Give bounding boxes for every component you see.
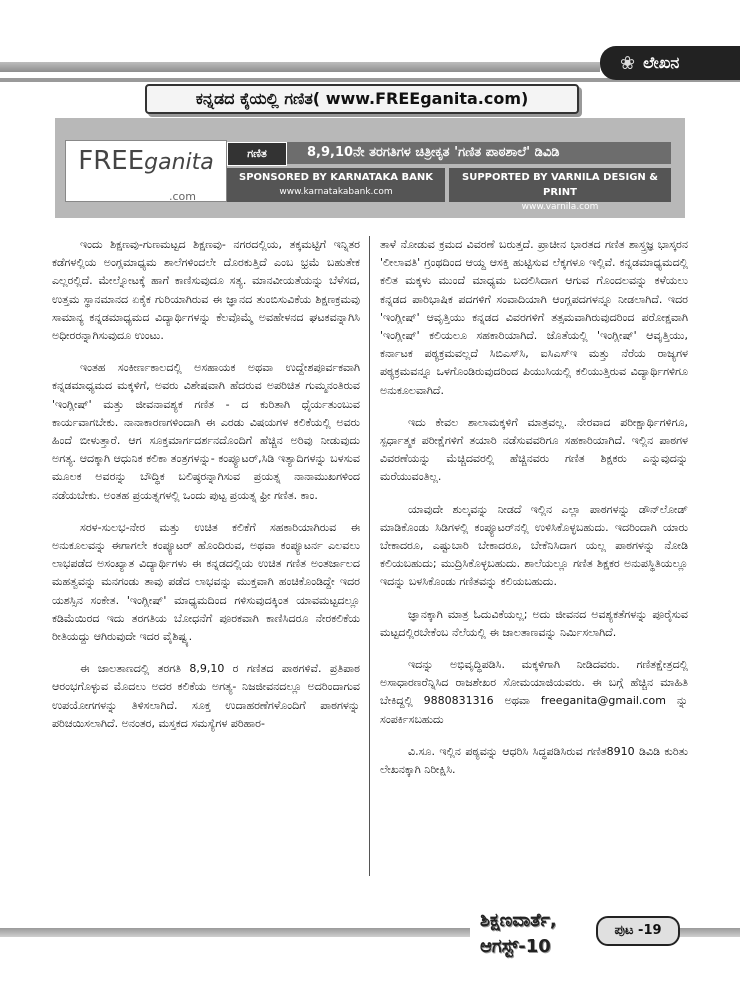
banner-heading: 8,9,10ನೇ ತರಗತಿಗಳ ಚಿತ್ರೀಕೃತ 'ಗಣಿತ ಪಾಠಶಾಲೆ' ಡಿವಿಡಿ bbox=[287, 142, 671, 164]
page-number: ಪುಟ -19 bbox=[596, 916, 680, 946]
paragraph: ಯಾವುದೇ ಶುಲ್ಕವನ್ನು ನೀಡದೆ ಇಲ್ಲಿನ ಎಲ್ಲಾ ಪಾಠಗಳನ್ನು ಡೌನ್‌ಲೋಡ್ ಮಾಡಿಕೊಂಡು ಸಿಡಿಗಳಲ್ಲಿ ಕಂಪ್ಯೂಟರ್‌ನಲ್ಲಿ ಉಳಿಸಿಕೊಳ್ಳಬಹುದು. ಇದರಿಂದಾಗಿ ಯಾರು ಬೇಕಾದರೂ, ಎಷ್ಟುಬಾರಿ ಬೇಕಾದರೂ, ಬೇಕೆನಿಸಿದಾಗ ಯಲ್ಲ ಪಾಠಗಳನ್ನು ನೋಡಿ ಕಲಿಯಬಹುದು; ಮುದ್ರಿಸಿಕೊಳ್ಳಬಹುದು. ಶಾಲೆಯಲ್ಲೂ ಗಣಿತ ಶಿಕ್ಷಕರ ಅನುಪಸ್ಥಿತಿಯಲ್ಲೂ ಇದನ್ನು ಬಳಸಿಕೊಂಡು ಗಣಿತವನ್ನು ಕಲಿಯಬಹುದು. bbox=[380, 502, 688, 589]
sponsor-url: www.karnatakabank.com bbox=[279, 187, 393, 197]
column-divider bbox=[369, 236, 370, 876]
paragraph: ಇದನ್ನು ಅಭಿವೃದ್ಧಿಪಡಿಸಿ. ಮಕ್ಕಳಿಗಾಗಿ ನೀಡಿದವರು. ಗಣಿತಕ್ಷೇತ್ರದಲ್ಲಿ ಅಸಾಧಾರಣರೆನ್ನಿಸಿದ ರಾಜಶೇಖರ ಸೋಮಯಾಜಿಯವರು. ಈ ಬಗ್ಗೆ ಹೆಚ್ಚಿನ ಮಾಹಿತಿ ಬೇಕಿದ್ದಲ್ಲಿ 9880831316 ಅಥವಾ freeganita@gmail.com ನ್ನು ಸಂಪರ್ಕಿಸಬಹುದು bbox=[380, 658, 688, 726]
paragraph: ಇದು ಕೇವಲ ಶಾಲಾಮಕ್ಕಳಿಗೆ ಮಾತ್ರವಲ್ಲ. ನೇರವಾದ ಪರೀಕ್ಷಾರ್ಥಿಗಳಿಗೂ, ಸ್ಪರ್ಧಾತ್ಮಕ ಪರೀಕ್ಷೆಗಳಿಗೆ ತಯಾರಿ ನಡೆಸುವವರಿಗೂ ಸಹಕಾರಿಯಾಗಿದೆ. ಇಲ್ಲಿನ ಪಾಠಗಳ ವಿವರಣೆಯನ್ನು ಮೆಚ್ಚಿದವರಲ್ಲಿ ಹೆಚ್ಚಿನವರು ಗಣಿತ ಶಿಕ್ಷಕರು ಎನ್ನುವುದನ್ನು ಮರೆಯುವಂತಿಲ್ಲ. bbox=[380, 415, 688, 484]
article-title: ಕನ್ನಡದ ಕೈಯಲ್ಲಿ ಗಣಿತ( www.FREEganita.com) bbox=[145, 84, 579, 114]
support-url: www.varnila.com bbox=[521, 202, 599, 212]
paragraph: ಇಂದು ಶಿಕ್ಷಣವು-ಗುಣಮಟ್ಟದ ಶಿಕ್ಷಣವು- ನಗರದಲ್ಲಿಯ, ತಕ್ಕಮಟ್ಟಿಗೆ ಇನ್ನಿತರ ಕಡೆಗಳಲ್ಲಿಯ ಅಂಗ್ಲಮಾಧ್ಯಮ ಶಾಲೆಗಳಿಂದಲೇ ದೊರಕುತ್ತಿದೆ ಎಂಬ ಭ್ರಮೆ ಬಹುತೇಕ ಎಲ್ಲರಲ್ಲಿದೆ. ಮೇಲ್ನೋಟಕ್ಕೆ ಹಾಗೆ ಕಾಣಿಸುವುದೂ ಸತ್ಯ. ಮಾನವೀಯತೆಯನ್ನು ಬೆಳೆಸದ, ಉತ್ತಮ ಸ್ಥಾನಮಾನದ ಏಕೈಕ ಗುರಿಯಾಗಿರುವ ಈ ಜ್ಞಾನದ ತುಂಬಿಸುವಿಕೆಯ ಶಿಕ್ಷಣಕ್ರಮವು ಸಾಮಾನ್ಯ ಕನ್ನಡಮಾಧ್ಯಮದ ವಿದ್ಯಾರ್ಥಿಗಳನ್ನು ಕೆಲವೊಮ್ಮೆ ಅವಹೇಳನದ ಘಟಕವನ್ನಾಗಿಸಿ ಅಧೀರರನ್ನಾಗಿಸುವುದೂ ಉಂಟು. bbox=[52, 238, 360, 343]
ganita-badge: ಗಣಿತ bbox=[227, 142, 287, 166]
bottom-decor-band bbox=[0, 928, 470, 937]
logo-ganita: ganita bbox=[144, 150, 214, 175]
magazine-name: ಶಿಕ್ಷಣವಾರ್ತೆ, bbox=[480, 910, 557, 931]
right-column bbox=[380, 236, 688, 793]
support-text: SUPPORTED BY VARNILA DESIGN & PRINT bbox=[462, 172, 658, 198]
logo-free: FREE bbox=[78, 146, 145, 176]
paragraph: ವಿ.ಸೂ. ಇಲ್ಲಿನ ಪಠ್ಯವನ್ನು ಆಧರಿಸಿ ಸಿದ್ಧಪಡಿಸಿರುವ ಗಣಿತ8910 ಡಿವಿಡಿ ಕುರಿತು ಲೇಖನಕ್ಕಾಗಿ ನಿರೀಕ್ಷಿಸಿ. bbox=[380, 744, 688, 777]
top-decor-band bbox=[0, 62, 600, 72]
paragraph: ಈ ಜಾಲತಾಣದಲ್ಲಿ ತರಗತಿ 8,9,10 ರ ಗಣಿತದ ಪಾಠಗಳಿವೆ. ಪ್ರತಿಪಾಠ ಆರಂಭಗೊಳ್ಳುವ ಮೊದಲು ಅದರ ಕಲಿಕೆಯ ಅಗತ್ಯ- ನಿಜಜೀವನದಲ್ಲೂ ಅದರಿಂದಾಗುವ ಉಪಯೋಗಗಳನ್ನು ತಿಳಿಸಲಾಗಿದೆ. ಸೂಕ್ತ ಉದಾಹರಣೆಗಳೊಂದಿಗೆ ಪಾಠಗಳನ್ನು ಪರಿಚಯಿಸಲಾಗಿದೆ. ಅನಂತರ, ಮಸ್ತಕದ ಸಮಸ್ಯೆಗಳ ಪರಿಹಾರ- bbox=[52, 662, 360, 730]
flower-icon: ❀ bbox=[620, 52, 636, 74]
paragraph: ಇಂತಹ ಸಂಕೀರ್ಣಕಾಲದಲ್ಲಿ ಅಸಹಾಯಕ ಅಥವಾ ಉದ್ದೇಶಪೂರ್ವಕವಾಗಿ ಕನ್ನಡಮಾಧ್ಯಮದ ಮಕ್ಕಳಿಗೆ, ಅವರು ವಿಶೇಷವಾಗಿ ಹೆದರುವ ಅಪರಿಚಿತ ಗುಮ್ಮನಂತಿರುವ 'ಇಂಗ್ಲೀಷ್' ಮತ್ತು ಜೀವನಾವಶ್ಯಕ ಗಣಿತ - ದ ಕುರಿತಾಗಿ ಧೈರ್ಯತುಂಬುವ ಕಾರ್ಯವಾಗಬೇಕು. ನಾನಾಕಾರಣಗಳಿಂದಾಗಿ ಈ ಎರಡು ವಿಷಯಗಳ ಕಲಿಕೆಯಲ್ಲಿ ಅವರು ಹಿಂದೆ ಬೀಳುತ್ತಾರೆ. ಆಗ ಸೂಕ್ತಮಾರ್ಗದರ್ಶನದೊಂದಿಗೆ ಹೆಚ್ಚಿನ ಅರಿವು ನೀಡುವುದು ಅಗತ್ಯ. ಆದಕ್ಕಾಗಿ ಆಧುನಿಕ ಕಲಿಕಾ ತಂತ್ರಗಳನ್ನು- ಕಂಪ್ಯೂಟರ್,ಸಿಡಿ ಇತ್ಯಾದಿಗಳನ್ನು ಬಳಸುವ ಮೂಲಕ ಅವರನ್ನು ಬೌದ್ಧಿಕ ಬಲಿಷ್ಠರನ್ನಾಗಿಸುವ ಪ್ರಯತ್ನ ನಾನಾಮುಖಗಳಿಂದ ನಡೆಯಬೇಕು. ಅಂತಹ ಪ್ರಯತ್ನಗಳಲ್ಲಿ ಒಂದು ಪುಟ್ಟ ಪ್ರಯತ್ನ ಫ್ರೀ ಗಣಿತ. ಕಾಂ. bbox=[52, 361, 360, 502]
section-tag bbox=[600, 46, 740, 80]
paragraph: ತಾಳೆ ನೋಡುವ ಕ್ರಮದ ವಿವರಣೆ ಬರುತ್ತದೆ. ಪ್ರಾಚೀನ ಭಾರತದ ಗಣಿತ ಶಾಸ್ತ್ರಜ್ಞ ಭಾಸ್ಕರನ 'ಲೀಲಾವತಿ' ಗ್ರಂಥದಿಂದ ಆಯ್ದ ಆಸಕ್ತಿ ಹುಟ್ಟಿಸುವ ಲೆಕ್ಕಗಳೂ ಇಲ್ಲಿವೆ. ಕನ್ನಡಮಾಧ್ಯಮದಲ್ಲಿ ಕಲಿತ ಮಕ್ಕಳು ಮುಂದೆ ಮಾಧ್ಯಮ ಬದಲಿಸಿದಾಗ ಆಗುವ ಗೊಂದಲವನ್ನು ಕಳೆಯಲು ಕನ್ನಡದ ಪಾರಿಭಾಷಿಕ ಪದಗಳಿಗೆ ಸಂವಾದಿಯಾಗಿ ಆಂಗ್ಲಪದಗಳನ್ನೂ ನೀಡಲಾಗಿದೆ. ಇದರ 'ಇಂಗ್ಲೀಷ್' ಆವೃತ್ತಿಯು ಕನ್ನಡದ ವಿವರಗಳಿಗೆ ತತ್ಸಮವಾಗಿರುವುದರಿಂದ ಪರೋಕ್ಷವಾಗಿ 'ಇಂಗ್ಲೀಷ್' ಕಲಿಯಲೂ ಸಹಕಾರಿಯಾಗಿದೆ. ಜೊತೆಯಲ್ಲಿ 'ಇಂಗ್ಲೀಷ್' ಆವೃತ್ತಿಯು, ಕರ್ನಾಟಕ ಪಠ್ಯಕ್ರಮವಲ್ಲದೆ ಸಿಬಿಎಸ್‌ಸಿ, ಐಸಿಎಸ್‌ಇ ಮತ್ತು ನೆರೆಯ ರಾಜ್ಯಗಳ ಪಠ್ಯಕ್ರಮವನ್ನೂ ಒಳಗೊಂಡಿರುವುದರಿಂದ ಪಿಯುಸಿಯಲ್ಲಿ ಕಲಿಯುತ್ತಿರುವ ವಿದ್ಯಾರ್ಥಿಗಳಿಗೂ ಅನುಕೂಲವಾಗಿದೆ. bbox=[380, 238, 688, 397]
magazine-footer bbox=[480, 908, 590, 970]
sponsor-box bbox=[227, 168, 445, 202]
freeganita-logo bbox=[65, 140, 227, 202]
logo-dotcom: .com bbox=[169, 190, 196, 203]
left-column bbox=[52, 236, 360, 747]
banner bbox=[65, 140, 671, 212]
paragraph: ಸರಳ-ಸುಲಭ-ನೇರ ಮತ್ತು ಉಚಿತ ಕಲಿಕೆಗೆ ಸಹಕಾರಿಯಾಗಿರುವ ಈ ಅನುಕೂಲವನ್ನು ಈಗಾಗಲೇ ಕಂಪ್ಯೂಟರ್ ಹೊಂದಿರುವ, ಅಥವಾ ಕಂಪ್ಯೂಟರ್ನ ಎಲವಲು ಲಾಭಪಡೆದ ಅಸಂಖ್ಯಾತ ವಿದ್ಯಾರ್ಥಿಗಳು ಈ ಕನ್ನಡದಲ್ಲಿಯ ಉಚಿತ ಗಣಿತ ಅಂತರ್ಜಾಲದ ಮಹತ್ವವನ್ನು ಮನಗಂಡು ತಾವು ಪಡೆದ ಲಾಭವನ್ನು ಮುಕ್ತವಾಗಿ ಹಂಚಿಕೊಂಡಿದ್ದೇ ಇದರ ಯಶಸ್ಸಿನ ಸಂಕೇತ. 'ಇಂಗ್ಲೀಷ್' ಮಾಧ್ಯಮದಿಂದ ಗಳಿಸುವುದಕ್ಕಿಂತ ಯಾವಮಟ್ಟದಲ್ಲೂ ಕಡಿಮೆಯಿರದ ಇದು ತರಗತಿಯ ಬೋಧನೆಗೆ ಪೂರಕವಾಗಿ ಕಾಣಿಸಿದರೂ ನೇರಕಲಿಕೆಯ ರೀತಿಯದ್ದು ಆಗಿರುವುದೇ ಇದರ ವೈಶಿಷ್ಟ್ಯ. bbox=[52, 520, 360, 644]
magazine-issue: ಆಗಸ್ಟ್-10 bbox=[480, 936, 551, 957]
paragraph: ಜ್ಞಾನಕ್ಕಾಗಿ ಮಾತ್ರ ಓದುವಿಕೆಯಲ್ಲ; ಅದು ಜೀವನದ ಅವಶ್ಯಕತೆಗಳನ್ನು ಪೂರೈಸುವ ಮಟ್ಟದಲ್ಲಿರಬೇಕೆಂಬ ನೆಲೆಯಲ್ಲಿ ಈ ಜಾಲತಾಣವನ್ನು ನಿರ್ಮಿಸಲಾಗಿದೆ. bbox=[380, 607, 688, 639]
sponsor-text: SPONSORED BY KARNATAKA BANK bbox=[239, 172, 433, 183]
section-tag-label: ಲೇಖನ bbox=[643, 53, 680, 72]
support-box bbox=[449, 168, 671, 212]
